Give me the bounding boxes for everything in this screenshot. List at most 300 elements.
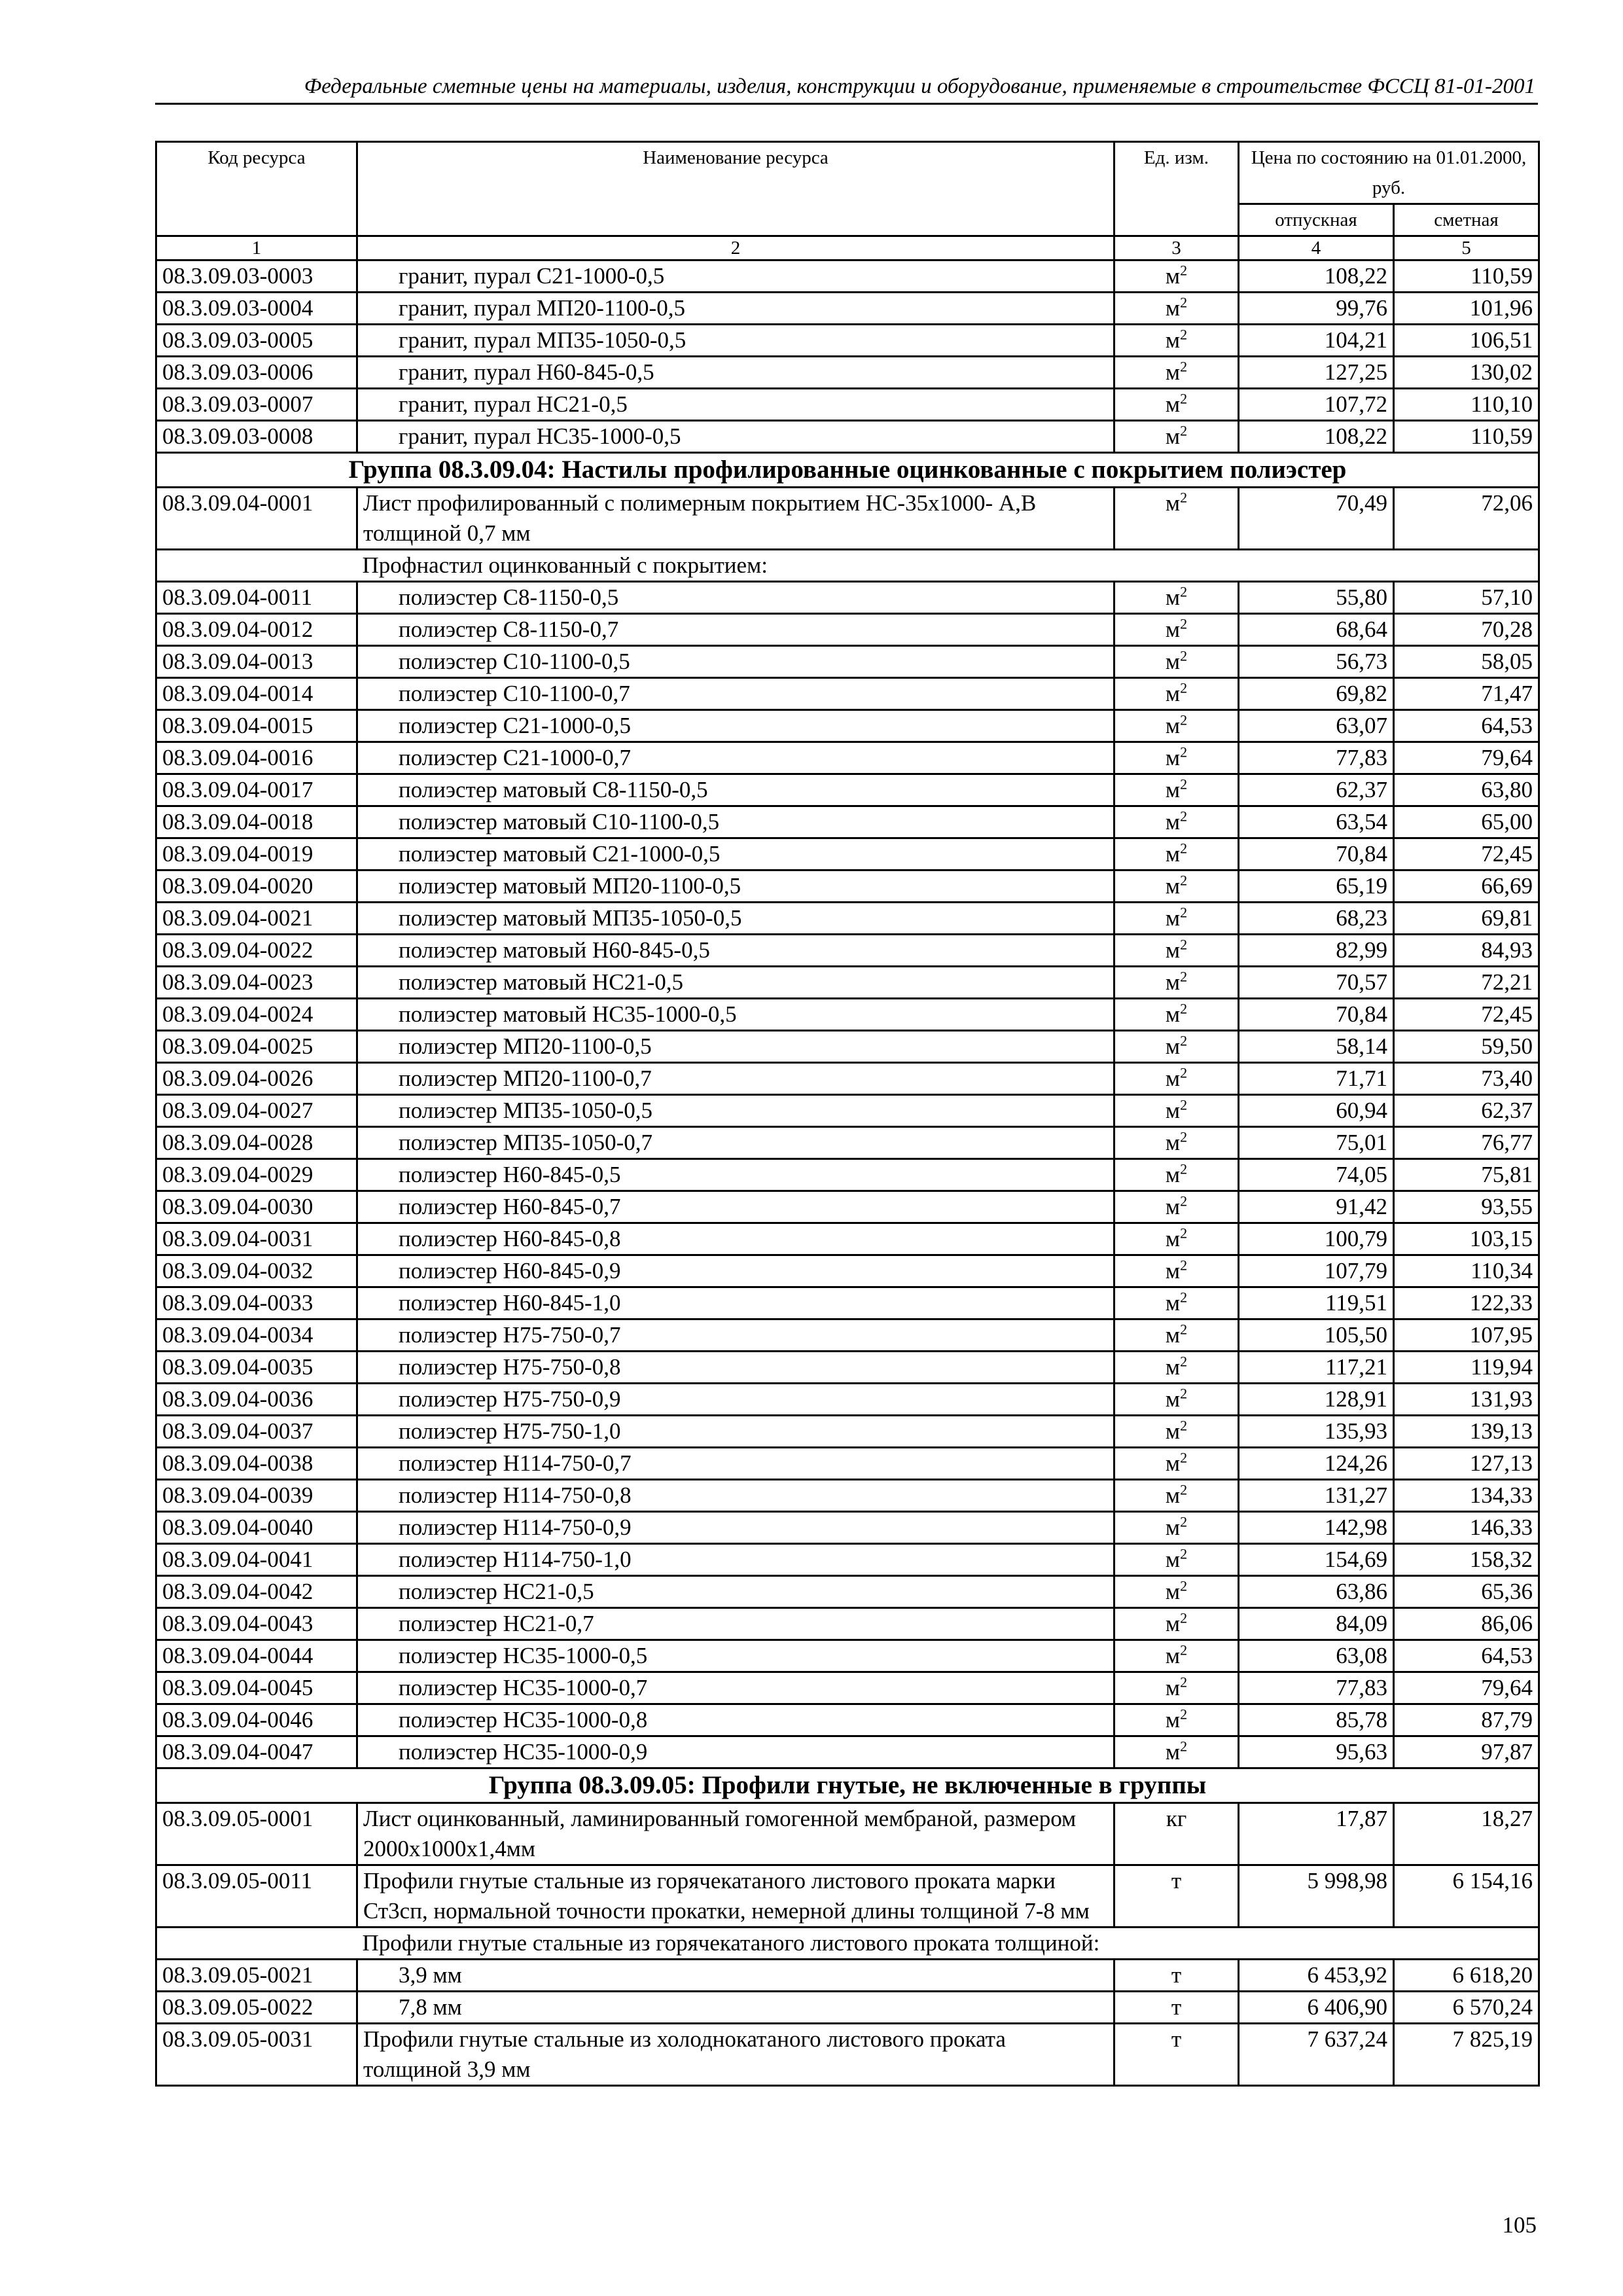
- table-row: [156, 1544, 1539, 1576]
- table-row: [156, 1640, 1539, 1672]
- table-row: [156, 1416, 1539, 1448]
- price-estimate: 93,55: [1394, 1191, 1539, 1223]
- price-release: 71,71: [1239, 1063, 1394, 1095]
- subtitle-row: [156, 1928, 1539, 1960]
- price-release: 104,21: [1239, 325, 1394, 357]
- header-unit: Ед. изм.: [1115, 142, 1239, 236]
- unit-label: м: [1165, 681, 1181, 706]
- price-release: 17,87: [1239, 1803, 1394, 1865]
- price-release: 63,54: [1239, 806, 1394, 838]
- price-release: 128,91: [1239, 1384, 1394, 1416]
- price-estimate: 75,81: [1394, 1159, 1539, 1191]
- unit-cell: [1115, 1640, 1239, 1672]
- unit-cell: [1115, 646, 1239, 678]
- unit-cell: [1115, 1384, 1239, 1416]
- price-release: 77,83: [1239, 742, 1394, 774]
- unit-exponent: 2: [1180, 294, 1188, 311]
- page-number: 105: [1502, 2212, 1537, 2238]
- unit-cell: [1115, 678, 1239, 710]
- resource-code: 08.3.09.04-0026: [156, 1063, 357, 1095]
- price-estimate: 97,87: [1394, 1736, 1539, 1768]
- resource-code: 08.3.09.04-0032: [156, 1255, 357, 1287]
- header-name: Наименование ресурса: [357, 142, 1115, 236]
- price-release: 63,08: [1239, 1640, 1394, 1672]
- subtitle-text: Профили гнутые стальные из горячекатаного листового проката толщиной:: [357, 1928, 1539, 1960]
- resource-code: 08.3.09.03-0006: [156, 357, 357, 389]
- unit-label: м: [1165, 1354, 1181, 1380]
- table-body: [156, 260, 1539, 2086]
- resource-name: гранит, пурал НС21-0,5: [357, 389, 1115, 421]
- price-release: 105,50: [1239, 1319, 1394, 1352]
- unit-exponent: 2: [1180, 904, 1188, 921]
- unit-exponent: 2: [1180, 840, 1188, 857]
- price-estimate: 131,93: [1394, 1384, 1539, 1416]
- unit-cell: [1115, 260, 1239, 293]
- column-numbers-row: [156, 236, 1539, 260]
- unit-cell: [1115, 1352, 1239, 1384]
- unit-label: м: [1165, 391, 1181, 417]
- unit-label: м: [1165, 1258, 1181, 1283]
- price-release: 68,23: [1239, 903, 1394, 935]
- unit-label: м: [1165, 584, 1181, 610]
- resource-name: гранит, пурал НС35-1000-0,5: [357, 421, 1115, 453]
- unit-exponent: 2: [1180, 489, 1188, 506]
- resource-code: 08.3.09.04-0028: [156, 1127, 357, 1159]
- price-release: 95,63: [1239, 1736, 1394, 1768]
- unit-exponent: 2: [1180, 647, 1188, 664]
- resource-code: 08.3.09.04-0001: [156, 488, 357, 550]
- unit-exponent: 2: [1180, 326, 1188, 343]
- resource-code: 08.3.09.03-0005: [156, 325, 357, 357]
- price-estimate: 103,15: [1394, 1223, 1539, 1255]
- price-release: 124,26: [1239, 1448, 1394, 1480]
- unit-label: м: [1165, 1226, 1181, 1251]
- unit-cell: [1115, 614, 1239, 646]
- unit-cell: [1115, 1448, 1239, 1480]
- resource-name: полиэстер Н75-750-1,0: [357, 1416, 1115, 1448]
- resource-name: 3,9 мм: [357, 1960, 1115, 1992]
- running-header: Федеральные сметные цены на материалы, изделия, конструкции и оборудование, применяемые в строительстве ФССЦ 81-01-2001: [304, 75, 1535, 98]
- price-release: 70,49: [1239, 488, 1394, 550]
- resource-code: 08.3.09.04-0023: [156, 967, 357, 999]
- price-estimate: 72,45: [1394, 838, 1539, 870]
- table-row: [156, 1223, 1539, 1255]
- unit-label: м: [1165, 327, 1181, 353]
- unit-label: м: [1165, 423, 1181, 449]
- resource-code: 08.3.09.04-0037: [156, 1416, 357, 1448]
- resource-name: полиэстер Н114-750-0,8: [357, 1480, 1115, 1512]
- unit-cell: [1115, 1544, 1239, 1576]
- table-row: [156, 1159, 1539, 1191]
- resource-name: полиэстер С21-1000-0,5: [357, 710, 1115, 742]
- unit-cell: [1115, 870, 1239, 903]
- resource-name: полиэстер Н60-845-1,0: [357, 1287, 1115, 1319]
- resource-name: полиэстер НС21-0,7: [357, 1608, 1115, 1640]
- table-row: [156, 678, 1539, 710]
- unit-cell: [1115, 1803, 1239, 1865]
- resource-code: 08.3.09.04-0033: [156, 1287, 357, 1319]
- unit-label: м: [1165, 295, 1181, 321]
- resource-name: полиэстер С10-1100-0,7: [357, 678, 1115, 710]
- table-row: [156, 1480, 1539, 1512]
- unit-cell: [1115, 1480, 1239, 1512]
- price-release: 142,98: [1239, 1512, 1394, 1544]
- unit-exponent: 2: [1180, 583, 1188, 600]
- table-row: [156, 870, 1539, 903]
- unit-label: м: [1165, 1033, 1181, 1059]
- unit-label: м: [1165, 1482, 1181, 1508]
- price-release: 5 998,98: [1239, 1865, 1394, 1928]
- table-row: [156, 1255, 1539, 1287]
- table-row: [156, 1384, 1539, 1416]
- unit-label: т: [1171, 1994, 1182, 2020]
- resource-name: Профили гнутые стальные из горячекатаного листового проката марки Ст3сп, нормальной точности прокатки, немерной длины толщиной 7-8 мм: [357, 1865, 1115, 1928]
- resource-code: 08.3.09.04-0024: [156, 999, 357, 1031]
- unit-exponent: 2: [1180, 968, 1188, 985]
- resource-code: 08.3.09.04-0040: [156, 1512, 357, 1544]
- unit-label: м: [1165, 490, 1181, 516]
- resource-name: гранит, пурал С21-1000-0,5: [357, 260, 1115, 293]
- unit-exponent: 2: [1180, 1513, 1188, 1530]
- column-number: 2: [357, 236, 1115, 260]
- resource-code: 08.3.09.04-0047: [156, 1736, 357, 1768]
- unit-cell: [1115, 582, 1239, 614]
- resource-code: 08.3.09.05-0022: [156, 1992, 357, 2024]
- resource-name: полиэстер Н114-750-0,9: [357, 1512, 1115, 1544]
- resource-name: гранит, пурал МП20-1100-0,5: [357, 293, 1115, 325]
- unit-exponent: 2: [1180, 1609, 1188, 1626]
- resource-code: 08.3.09.04-0025: [156, 1031, 357, 1063]
- price-estimate: 110,59: [1394, 260, 1539, 293]
- table-row: [156, 1865, 1539, 1928]
- table-row: [156, 1031, 1539, 1063]
- column-number: 3: [1115, 236, 1239, 260]
- unit-label: м: [1165, 263, 1181, 289]
- resource-code: 08.3.09.04-0015: [156, 710, 357, 742]
- resource-name: полиэстер Н60-845-0,8: [357, 1223, 1115, 1255]
- unit-cell: [1115, 293, 1239, 325]
- price-estimate: 62,37: [1394, 1095, 1539, 1127]
- resource-code: 08.3.09.04-0036: [156, 1384, 357, 1416]
- resource-name: полиэстер Н75-750-0,8: [357, 1352, 1115, 1384]
- price-estimate: 6 154,16: [1394, 1865, 1539, 1928]
- unit-cell: [1115, 1127, 1239, 1159]
- unit-cell: [1115, 742, 1239, 774]
- price-estimate: 72,06: [1394, 488, 1539, 550]
- column-number: 1: [156, 236, 357, 260]
- unit-cell: [1115, 389, 1239, 421]
- table-row: [156, 1127, 1539, 1159]
- price-release: 65,19: [1239, 870, 1394, 903]
- price-estimate: 122,33: [1394, 1287, 1539, 1319]
- unit-label: м: [1165, 1611, 1181, 1636]
- resource-code: 08.3.09.04-0017: [156, 774, 357, 806]
- unit-label: м: [1165, 1386, 1181, 1412]
- table-row: [156, 967, 1539, 999]
- column-number: 5: [1394, 236, 1539, 260]
- resource-name: полиэстер Н60-845-0,7: [357, 1191, 1115, 1223]
- table-row: [156, 1448, 1539, 1480]
- resource-name: полиэстер НС35-1000-0,7: [357, 1672, 1115, 1704]
- price-release: 75,01: [1239, 1127, 1394, 1159]
- table-row: [156, 1608, 1539, 1640]
- table-row: [156, 1287, 1539, 1319]
- unit-exponent: 2: [1180, 262, 1188, 279]
- resource-code: 08.3.09.04-0046: [156, 1704, 357, 1736]
- resource-name: полиэстер матовый С10-1100-0,5: [357, 806, 1115, 838]
- price-estimate: 64,53: [1394, 710, 1539, 742]
- resource-name: Лист профилированный с полимерным покрытием НС-35х1000- А,В толщиной 0,7 мм: [357, 488, 1115, 550]
- price-estimate: 127,13: [1394, 1448, 1539, 1480]
- price-release: 91,42: [1239, 1191, 1394, 1223]
- price-estimate: 134,33: [1394, 1480, 1539, 1512]
- unit-cell: [1115, 2024, 1239, 2086]
- price-estimate: 86,06: [1394, 1608, 1539, 1640]
- unit-exponent: 2: [1180, 358, 1188, 375]
- price-table: [155, 141, 1540, 2087]
- price-release: 55,80: [1239, 582, 1394, 614]
- table-row: [156, 488, 1539, 550]
- table-row: [156, 1512, 1539, 1544]
- unit-label: м: [1165, 1450, 1181, 1476]
- resource-code: 08.3.09.04-0011: [156, 582, 357, 614]
- unit-label: м: [1165, 617, 1181, 642]
- price-release: 82,99: [1239, 935, 1394, 967]
- table-row: [156, 614, 1539, 646]
- price-release: 107,79: [1239, 1255, 1394, 1287]
- unit-exponent: 2: [1180, 390, 1188, 407]
- unit-label: м: [1165, 649, 1181, 674]
- resource-name: полиэстер матовый С21-1000-0,5: [357, 838, 1115, 870]
- resource-name: полиэстер Н75-750-0,9: [357, 1384, 1115, 1416]
- unit-exponent: 2: [1180, 1353, 1188, 1370]
- table-row: [156, 1992, 1539, 2024]
- unit-label: м: [1165, 1707, 1181, 1732]
- unit-cell: [1115, 1865, 1239, 1928]
- table-row: [156, 1352, 1539, 1384]
- empty-code-cell: [156, 550, 357, 582]
- price-release: 77,83: [1239, 1672, 1394, 1704]
- resource-name: полиэстер матовый НС21-0,5: [357, 967, 1115, 999]
- resource-code: 08.3.09.04-0020: [156, 870, 357, 903]
- table-row: [156, 389, 1539, 421]
- price-estimate: 70,28: [1394, 614, 1539, 646]
- unit-label: т: [1171, 1868, 1182, 1893]
- price-release: 154,69: [1239, 1544, 1394, 1576]
- price-estimate: 72,45: [1394, 999, 1539, 1031]
- price-release: 135,93: [1239, 1416, 1394, 1448]
- table-row: [156, 421, 1539, 453]
- resource-name: полиэстер Н60-845-0,9: [357, 1255, 1115, 1287]
- unit-exponent: 2: [1180, 1289, 1188, 1306]
- table-row: [156, 774, 1539, 806]
- unit-label: м: [1165, 1547, 1181, 1572]
- resource-code: 08.3.09.04-0041: [156, 1544, 357, 1576]
- unit-exponent: 2: [1180, 1641, 1188, 1659]
- resource-name: полиэстер матовый Н60-845-0,5: [357, 935, 1115, 967]
- price-release: 62,37: [1239, 774, 1394, 806]
- table-row: [156, 1704, 1539, 1736]
- resource-code: 08.3.09.04-0014: [156, 678, 357, 710]
- price-release: 56,73: [1239, 646, 1394, 678]
- resource-name: полиэстер НС35-1000-0,9: [357, 1736, 1115, 1768]
- unit-label: м: [1165, 841, 1181, 867]
- unit-exponent: 2: [1180, 872, 1188, 889]
- resource-code: 08.3.09.03-0007: [156, 389, 357, 421]
- unit-cell: [1115, 1608, 1239, 1640]
- unit-cell: [1115, 1031, 1239, 1063]
- resource-code: 08.3.09.04-0029: [156, 1159, 357, 1191]
- unit-exponent: 2: [1180, 1481, 1188, 1498]
- resource-name: полиэстер Н114-750-1,0: [357, 1544, 1115, 1576]
- unit-cell: [1115, 806, 1239, 838]
- resource-name: гранит, пурал МП35-1050-0,5: [357, 325, 1115, 357]
- unit-exponent: 2: [1180, 1417, 1188, 1434]
- resource-code: 08.3.09.04-0027: [156, 1095, 357, 1127]
- unit-cell: [1115, 1416, 1239, 1448]
- unit-label: т: [1171, 1962, 1182, 1988]
- subtitle-row: [156, 550, 1539, 582]
- resource-name: полиэстер МП35-1050-0,7: [357, 1127, 1115, 1159]
- unit-exponent: 2: [1180, 1738, 1188, 1755]
- price-estimate: 58,05: [1394, 646, 1539, 678]
- unit-exponent: 2: [1180, 1706, 1188, 1723]
- table-row: [156, 903, 1539, 935]
- price-estimate: 65,36: [1394, 1576, 1539, 1608]
- resource-code: 08.3.09.04-0031: [156, 1223, 357, 1255]
- unit-exponent: 2: [1180, 1096, 1188, 1113]
- price-estimate: 65,00: [1394, 806, 1539, 838]
- price-estimate: 106,51: [1394, 325, 1539, 357]
- price-release: 63,07: [1239, 710, 1394, 742]
- table-row: [156, 806, 1539, 838]
- group-heading-row: [156, 1768, 1539, 1803]
- price-release: 70,84: [1239, 838, 1394, 870]
- resource-code: 08.3.09.04-0039: [156, 1480, 357, 1512]
- unit-cell: [1115, 1319, 1239, 1352]
- unit-label: м: [1165, 809, 1181, 834]
- resource-name: гранит, пурал Н60-845-0,5: [357, 357, 1115, 389]
- unit-label: м: [1165, 1418, 1181, 1444]
- unit-cell: [1115, 838, 1239, 870]
- table-row: [156, 1576, 1539, 1608]
- resource-code: 08.3.09.04-0022: [156, 935, 357, 967]
- table-row: [156, 1672, 1539, 1704]
- price-release: 68,64: [1239, 614, 1394, 646]
- unit-label: кг: [1166, 1806, 1187, 1831]
- price-release: 119,51: [1239, 1287, 1394, 1319]
- price-release: 70,57: [1239, 967, 1394, 999]
- resource-code: 08.3.09.04-0043: [156, 1608, 357, 1640]
- table-row: [156, 2024, 1539, 2086]
- unit-cell: [1115, 1736, 1239, 1768]
- header-price-estimate: сметная: [1394, 204, 1539, 236]
- unit-cell: [1115, 1255, 1239, 1287]
- price-estimate: 87,79: [1394, 1704, 1539, 1736]
- price-estimate: 110,59: [1394, 421, 1539, 453]
- unit-label: м: [1165, 1739, 1181, 1765]
- unit-exponent: 2: [1180, 1674, 1188, 1691]
- header-price-group: Цена по состоянию на 01.01.2000, руб.: [1239, 142, 1539, 204]
- resource-name: полиэстер С21-1000-0,7: [357, 742, 1115, 774]
- resource-code: 08.3.09.04-0035: [156, 1352, 357, 1384]
- unit-exponent: 2: [1180, 711, 1188, 728]
- unit-label: м: [1165, 1001, 1181, 1027]
- resource-code: 08.3.09.04-0019: [156, 838, 357, 870]
- price-release: 84,09: [1239, 1608, 1394, 1640]
- table-row: [156, 999, 1539, 1031]
- table-row: [156, 742, 1539, 774]
- resource-name: полиэстер Н60-845-0,5: [357, 1159, 1115, 1191]
- price-release: 100,79: [1239, 1223, 1394, 1255]
- resource-name: полиэстер С8-1150-0,5: [357, 582, 1115, 614]
- unit-exponent: 2: [1180, 1193, 1188, 1210]
- unit-cell: [1115, 1704, 1239, 1736]
- unit-label: м: [1165, 713, 1181, 738]
- table-row: [156, 1095, 1539, 1127]
- unit-cell: [1115, 357, 1239, 389]
- unit-exponent: 2: [1180, 1225, 1188, 1242]
- price-estimate: 107,95: [1394, 1319, 1539, 1352]
- unit-exponent: 2: [1180, 679, 1188, 696]
- price-estimate: 64,53: [1394, 1640, 1539, 1672]
- price-release: 127,25: [1239, 357, 1394, 389]
- price-estimate: 110,34: [1394, 1255, 1539, 1287]
- unit-cell: [1115, 1223, 1239, 1255]
- unit-label: м: [1165, 1066, 1181, 1091]
- group-heading: Группа 08.3.09.05: Профили гнутые, не включенные в группы: [156, 1768, 1539, 1803]
- unit-exponent: 2: [1180, 1385, 1188, 1402]
- unit-cell: [1115, 967, 1239, 999]
- unit-cell: [1115, 903, 1239, 935]
- column-number: 4: [1239, 236, 1394, 260]
- unit-cell: [1115, 935, 1239, 967]
- unit-label: м: [1165, 1098, 1181, 1123]
- table-row: [156, 1191, 1539, 1223]
- price-estimate: 6 618,20: [1394, 1960, 1539, 1992]
- resource-name: полиэстер МП20-1100-0,7: [357, 1063, 1115, 1095]
- resource-code: 08.3.09.03-0004: [156, 293, 357, 325]
- price-estimate: 79,64: [1394, 742, 1539, 774]
- price-release: 7 637,24: [1239, 2024, 1394, 2086]
- resource-code: 08.3.09.04-0013: [156, 646, 357, 678]
- unit-cell: [1115, 1287, 1239, 1319]
- unit-cell: [1115, 710, 1239, 742]
- table-row: [156, 1803, 1539, 1865]
- resource-name: полиэстер Н114-750-0,7: [357, 1448, 1115, 1480]
- price-estimate: 139,13: [1394, 1416, 1539, 1448]
- price-release: 108,22: [1239, 421, 1394, 453]
- price-release: 108,22: [1239, 260, 1394, 293]
- table-row: [156, 1960, 1539, 1992]
- empty-code-cell: [156, 1928, 357, 1960]
- unit-label: м: [1165, 1515, 1181, 1540]
- table-row: [156, 582, 1539, 614]
- resource-name: 7,8 мм: [357, 1992, 1115, 2024]
- unit-label: м: [1165, 1579, 1181, 1604]
- table-row: [156, 293, 1539, 325]
- price-estimate: 6 570,24: [1394, 1992, 1539, 2024]
- resource-code: 08.3.09.04-0030: [156, 1191, 357, 1223]
- unit-cell: [1115, 1191, 1239, 1223]
- table-row: [156, 325, 1539, 357]
- unit-exponent: 2: [1180, 1545, 1188, 1562]
- price-estimate: 110,10: [1394, 389, 1539, 421]
- price-release: 99,76: [1239, 293, 1394, 325]
- price-estimate: 18,27: [1394, 1803, 1539, 1865]
- price-estimate: 73,40: [1394, 1063, 1539, 1095]
- unit-cell: [1115, 421, 1239, 453]
